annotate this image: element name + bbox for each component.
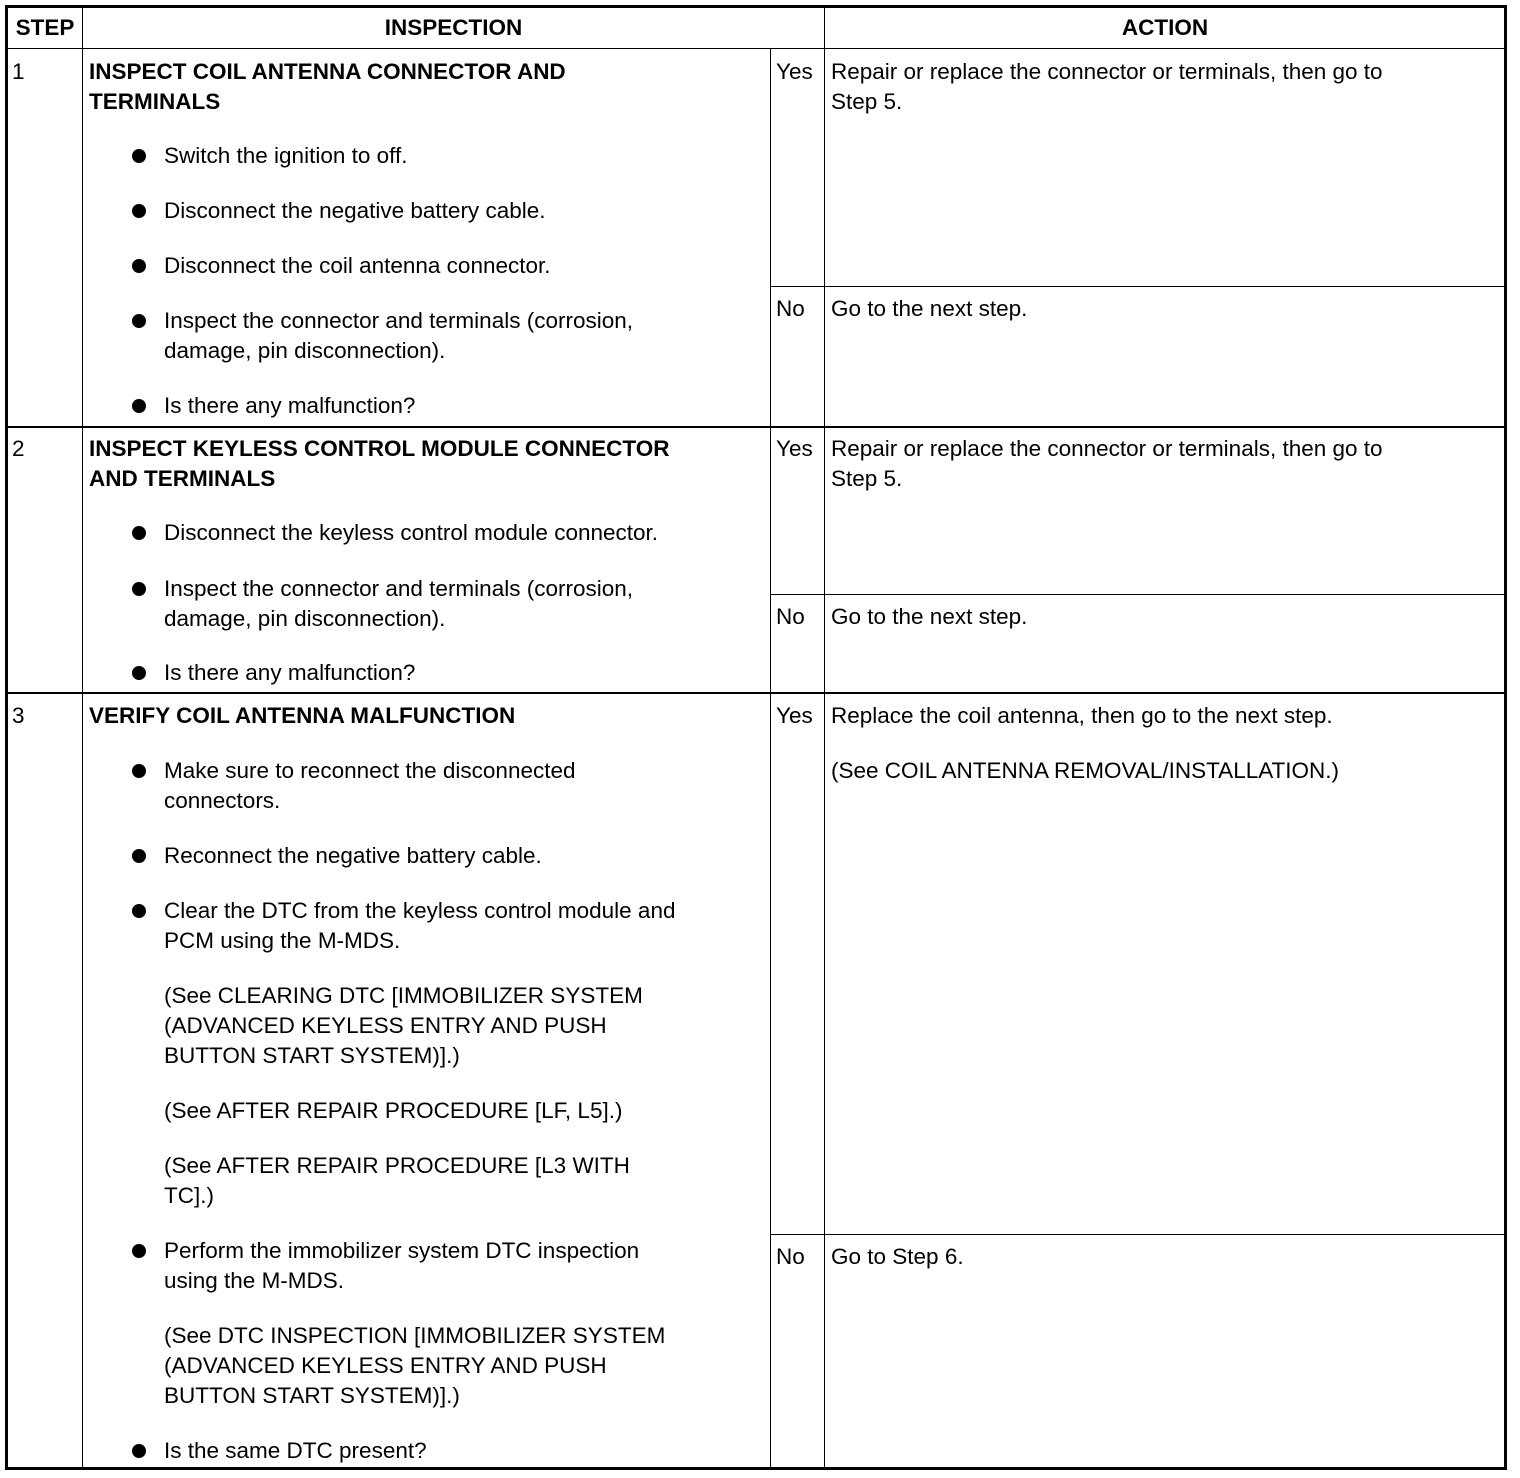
no-label: No	[776, 296, 805, 321]
bullet-icon	[132, 1244, 146, 1258]
yes-action: Repair or replace the connector or terminals, then go to	[831, 59, 1383, 84]
bullet-text: Inspect the connector and terminals (corrosion,	[164, 576, 633, 601]
bullet-icon	[132, 526, 146, 540]
reference-text: BUTTON START SYSTEM)].)	[164, 1043, 460, 1068]
bullet-text: Disconnect the keyless control module connector.	[164, 520, 659, 545]
step-col-divider	[82, 6, 83, 1468]
bullet-text: Is the same DTC present?	[164, 1438, 427, 1463]
step-number: 1	[12, 59, 25, 84]
bullet-icon	[132, 849, 146, 863]
no-label: No	[776, 1244, 805, 1269]
bullet-icon	[132, 259, 146, 273]
yes-no-divider-1	[770, 286, 1506, 287]
bullet-text: Is there any malfunction?	[164, 393, 416, 418]
step-title-line: INSPECT COIL ANTENNA CONNECTOR AND	[89, 59, 566, 84]
header-inspection: INSPECTION	[384, 15, 523, 40]
action-col-divider	[824, 6, 825, 1468]
no-action: Go to the next step.	[831, 604, 1028, 629]
yes-reference: (See COIL ANTENNA REMOVAL/INSTALLATION.)	[831, 758, 1340, 783]
no-action: Go to Step 6.	[831, 1244, 964, 1269]
no-label: No	[776, 604, 805, 629]
bullet-text: Inspect the connector and terminals (corrosion,	[164, 308, 633, 333]
row-divider-1	[6, 426, 1506, 428]
reference-text: (See AFTER REPAIR PROCEDURE [LF, L5].)	[164, 1098, 623, 1123]
bullet-icon	[132, 314, 146, 328]
yes-label: Yes	[776, 436, 813, 461]
bullet-icon	[132, 582, 146, 596]
bullet-text: Is there any malfunction?	[164, 660, 416, 685]
step-title-line: VERIFY COIL ANTENNA MALFUNCTION	[89, 703, 516, 728]
step-title-line: INSPECT KEYLESS CONTROL MODULE CONNECTOR	[89, 436, 670, 461]
reference-text: (See DTC INSPECTION [IMMOBILIZER SYSTEM	[164, 1323, 666, 1348]
yes-action: Replace the coil antenna, then go to the next step.	[831, 703, 1333, 728]
bullet-icon	[132, 764, 146, 778]
header-action: ACTION	[1121, 15, 1209, 40]
bullet-text: Perform the immobilizer system DTC inspection	[164, 1238, 640, 1263]
bullet-icon	[132, 149, 146, 163]
bullet-icon	[132, 204, 146, 218]
bullet-icon	[132, 666, 146, 680]
yes-label: Yes	[776, 703, 813, 728]
yes-no-divider-2	[770, 594, 1506, 595]
step-title-line: AND TERMINALS	[89, 466, 276, 491]
bullet-text: using the M-MDS.	[164, 1268, 345, 1293]
yes-no-divider-3	[770, 1234, 1506, 1235]
bullet-text: Disconnect the negative battery cable.	[164, 198, 546, 223]
yes-action: Step 5.	[831, 466, 903, 491]
no-action: Go to the next step.	[831, 296, 1028, 321]
reference-text: (See CLEARING DTC [IMMOBILIZER SYSTEM	[164, 983, 643, 1008]
header-divider	[6, 48, 1506, 49]
bullet-icon	[132, 904, 146, 918]
bullet-text: Switch the ignition to off.	[164, 143, 408, 168]
step-title-line: TERMINALS	[89, 89, 221, 114]
step-number: 2	[12, 436, 25, 461]
bullet-icon	[132, 399, 146, 413]
bullet-text: Clear the DTC from the keyless control module and	[164, 898, 676, 923]
reference-text: TC].)	[164, 1183, 214, 1208]
step-number: 3	[12, 703, 25, 728]
reference-text: (ADVANCED KEYLESS ENTRY AND PUSH	[164, 1353, 607, 1378]
bullet-text: damage, pin disconnection).	[164, 338, 446, 363]
bullet-text: Disconnect the coil antenna connector.	[164, 253, 551, 278]
yes-label: Yes	[776, 59, 813, 84]
bullet-text: Make sure to reconnect the disconnected	[164, 758, 576, 783]
reference-text: (See AFTER REPAIR PROCEDURE [L3 WITH	[164, 1153, 630, 1178]
reference-text: BUTTON START SYSTEM)].)	[164, 1383, 460, 1408]
bullet-text: Reconnect the negative battery cable.	[164, 843, 542, 868]
bullet-text: PCM using the M-MDS.	[164, 928, 401, 953]
row-divider-2	[6, 692, 1506, 694]
reference-text: (ADVANCED KEYLESS ENTRY AND PUSH	[164, 1013, 607, 1038]
yes-action: Step 5.	[831, 89, 903, 114]
header-step: STEP	[15, 15, 75, 40]
yesno-col-divider	[770, 48, 771, 1468]
bullet-text: damage, pin disconnection).	[164, 606, 446, 631]
bullet-icon	[132, 1444, 146, 1458]
bullet-text: connectors.	[164, 788, 281, 813]
yes-action: Repair or replace the connector or terminals, then go to	[831, 436, 1383, 461]
